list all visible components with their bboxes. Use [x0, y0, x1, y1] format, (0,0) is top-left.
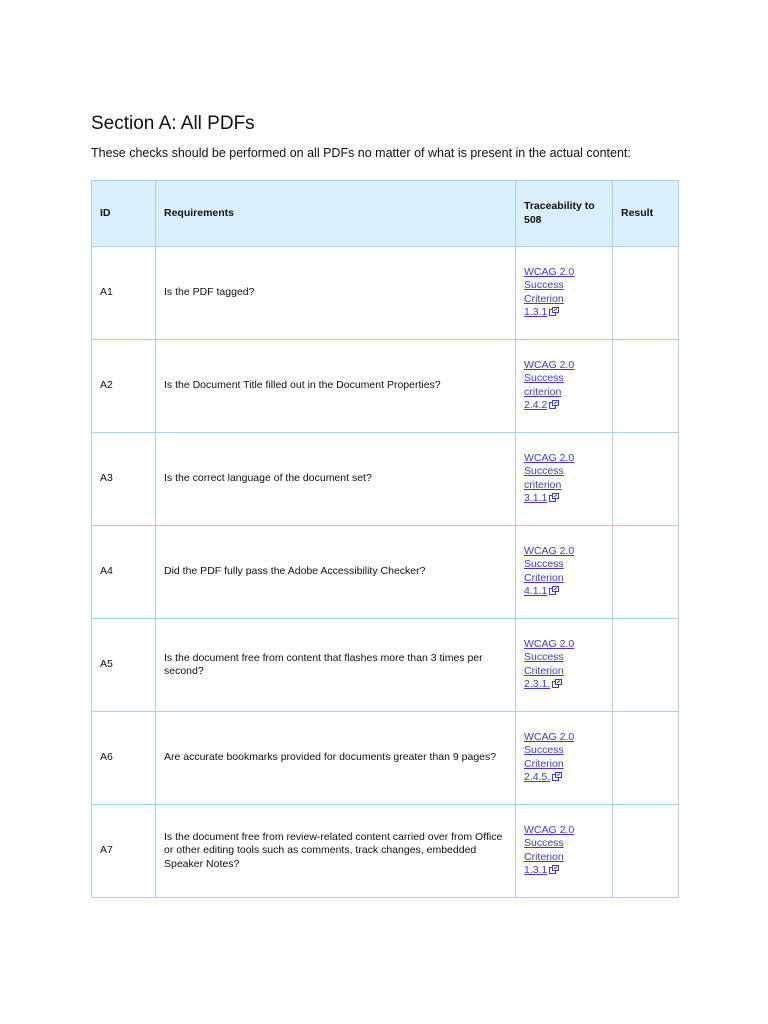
row-result[interactable] [613, 340, 679, 433]
trace-link-line: WCAG 2.0 [524, 265, 575, 278]
trace-link-line: WCAG 2.0 [524, 451, 575, 464]
row-result[interactable] [613, 805, 679, 898]
external-link-icon [549, 400, 559, 413]
row-id: A1 [92, 247, 156, 340]
trace-link-line: criterion [524, 385, 562, 398]
table-header-row [92, 181, 679, 247]
row-traceability [516, 619, 613, 712]
header-traceability: Traceability to 508 [516, 181, 613, 247]
trace-link-line: criterion [524, 478, 562, 491]
header-result: Result [613, 181, 679, 247]
trace-link-line: WCAG 2.0 [524, 358, 575, 371]
requirements-table [91, 180, 679, 898]
row-id: A2 [92, 340, 156, 433]
trace-link-line: 2.4.2 [524, 398, 548, 411]
table-row [92, 712, 679, 805]
table-row [92, 805, 679, 898]
row-requirement: Is the Document Title filled out in the Document Properties? [156, 340, 516, 433]
trace-link-line: Criterion [524, 664, 564, 677]
row-requirement: Are accurate bookmarks provided for documents greater than 9 pages? [156, 712, 516, 805]
trace-link-line: Success [524, 558, 564, 571]
row-result[interactable] [613, 247, 679, 340]
trace-link-line: Criterion [524, 571, 564, 584]
row-traceability [516, 433, 613, 526]
trace-link-line: Criterion [524, 850, 564, 863]
wcag-success-criterion-link[interactable] [524, 731, 594, 786]
row-result[interactable] [613, 712, 679, 805]
row-result[interactable] [613, 526, 679, 619]
wcag-success-criterion-link[interactable] [524, 452, 594, 507]
row-id: A6 [92, 712, 156, 805]
trace-link-line: WCAG 2.0 [524, 730, 575, 743]
trace-link-line: Success [524, 837, 564, 850]
external-link-icon [552, 772, 562, 785]
trace-link-line: Success [524, 279, 564, 292]
wcag-success-criterion-link[interactable] [524, 266, 594, 321]
wcag-success-criterion-link[interactable] [524, 824, 594, 879]
section-title: Section A: All PDFs [91, 113, 255, 134]
trace-link-line: Criterion [524, 292, 564, 305]
trace-link-line: WCAG 2.0 [524, 823, 575, 836]
table-row [92, 433, 679, 526]
row-traceability [516, 805, 613, 898]
wcag-success-criterion-link[interactable] [524, 545, 594, 600]
row-requirement: Did the PDF fully pass the Adobe Accessibility Checker? [156, 526, 516, 619]
row-traceability [516, 712, 613, 805]
row-requirement: Is the PDF tagged? [156, 247, 516, 340]
row-result[interactable] [613, 433, 679, 526]
trace-link-line: Success [524, 651, 564, 664]
trace-link-line: WCAG 2.0 [524, 544, 575, 557]
row-result[interactable] [613, 619, 679, 712]
external-link-icon [549, 865, 559, 878]
trace-link-line: Success [524, 465, 564, 478]
table-row [92, 526, 679, 619]
row-id: A7 [92, 805, 156, 898]
row-requirement: Is the correct language of the document set? [156, 433, 516, 526]
trace-link-line: Success [524, 372, 564, 385]
trace-link-line: WCAG 2.0 [524, 637, 575, 650]
table-row [92, 340, 679, 433]
header-requirements: Requirements [156, 181, 516, 247]
trace-link-line: 2.4.5. [524, 770, 551, 783]
trace-link-line: 1.3.1 [524, 863, 548, 876]
row-traceability [516, 340, 613, 433]
row-requirement: Is the document free from review-related content carried over from Office or other editing tools such as comments, track changes, embedded Speaker Notes? [156, 805, 516, 898]
row-traceability [516, 247, 613, 340]
table-row [92, 247, 679, 340]
row-id: A3 [92, 433, 156, 526]
external-link-icon [549, 307, 559, 320]
trace-link-line: Success [524, 744, 564, 757]
row-id: A5 [92, 619, 156, 712]
trace-link-line: 3.1.1 [524, 491, 548, 504]
row-traceability [516, 526, 613, 619]
section-intro: These checks should be performed on all PDFs no matter of what is present in the actual content: [91, 146, 631, 160]
header-id: ID [92, 181, 156, 247]
table-row [92, 619, 679, 712]
trace-link-line: 1.3.1 [524, 305, 548, 318]
trace-link-line: 2.3.1. [524, 677, 551, 690]
wcag-success-criterion-link[interactable] [524, 359, 594, 414]
external-link-icon [552, 679, 562, 692]
table-body [92, 247, 679, 898]
row-requirement: Is the document free from content that flashes more than 3 times per second? [156, 619, 516, 712]
wcag-success-criterion-link[interactable] [524, 638, 594, 693]
trace-link-line: Criterion [524, 757, 564, 770]
external-link-icon [549, 493, 559, 506]
trace-link-line: 4.1.1 [524, 584, 548, 597]
external-link-icon [549, 586, 559, 599]
row-id: A4 [92, 526, 156, 619]
